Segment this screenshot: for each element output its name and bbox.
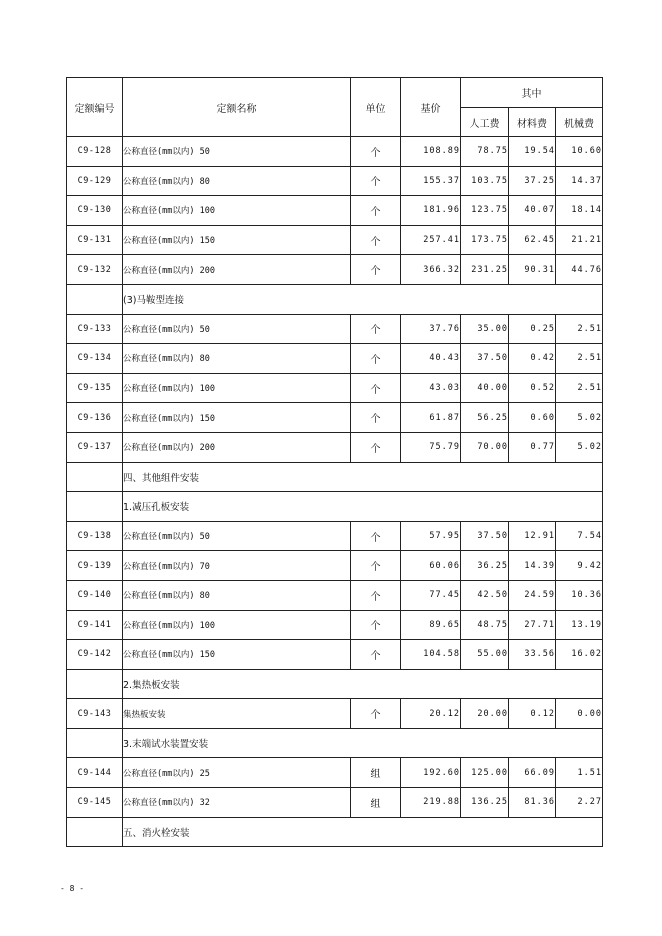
quota-code: C9-138: [67, 521, 123, 551]
machine-cost-cell: 0.00: [556, 699, 603, 729]
machine-cost-cell: 1.51: [556, 758, 603, 788]
unit-cell: 个: [351, 580, 401, 610]
quota-name: 公称直径(mm以内) 150: [123, 640, 351, 670]
machine-cost-cell: 21.21: [556, 225, 603, 255]
base-price-cell: 60.06: [401, 551, 461, 581]
unit-cell: 个: [351, 640, 401, 670]
header-code: 定额编号: [67, 78, 123, 137]
section-row: [67, 728, 603, 758]
material-cost-cell: 40.07: [509, 196, 556, 226]
section-title: 2.集热板安装: [123, 669, 603, 699]
base-price-cell: 192.60: [401, 758, 461, 788]
labor-cost-cell: 123.75: [461, 196, 509, 226]
empty-code-cell: [67, 492, 123, 522]
quota-name: 公称直径(mm以内) 100: [123, 196, 351, 226]
labor-cost-cell: 48.75: [461, 610, 509, 640]
unit-cell: 个: [351, 166, 401, 196]
quota-code: C9-144: [67, 758, 123, 788]
table-row: [67, 551, 603, 581]
table-row: [67, 137, 603, 167]
quota-code: C9-133: [67, 314, 123, 344]
table-row: [67, 640, 603, 670]
quota-code: C9-129: [67, 166, 123, 196]
quota-code: C9-145: [67, 788, 123, 818]
section-row: [67, 284, 603, 314]
machine-cost-cell: 2.27: [556, 788, 603, 818]
machine-cost-cell: 9.42: [556, 551, 603, 581]
labor-cost-cell: 40.00: [461, 373, 509, 403]
table-row: [67, 373, 603, 403]
unit-cell: 个: [351, 521, 401, 551]
quota-name: 公称直径(mm以内) 80: [123, 166, 351, 196]
section-row: [67, 817, 603, 847]
labor-cost-cell: 20.00: [461, 699, 509, 729]
labor-cost-cell: 42.50: [461, 580, 509, 610]
base-price-cell: 181.96: [401, 196, 461, 226]
table-row: [67, 196, 603, 226]
empty-code-cell: [67, 462, 123, 492]
labor-cost-cell: 136.25: [461, 788, 509, 818]
quota-table: [66, 77, 603, 847]
quota-name: 公称直径(mm以内) 32: [123, 788, 351, 818]
table-row: [67, 314, 603, 344]
labor-cost-cell: 55.00: [461, 640, 509, 670]
header-unit: 单位: [351, 78, 401, 137]
unit-cell: 个: [351, 314, 401, 344]
quota-name: 公称直径(mm以内) 80: [123, 580, 351, 610]
table-row: [67, 699, 603, 729]
machine-cost-cell: 16.02: [556, 640, 603, 670]
material-cost-cell: 0.77: [509, 432, 556, 462]
unit-cell: 个: [351, 344, 401, 374]
machine-cost-cell: 2.51: [556, 373, 603, 403]
unit-cell: 个: [351, 551, 401, 581]
base-price-cell: 40.43: [401, 344, 461, 374]
labor-cost-cell: 103.75: [461, 166, 509, 196]
material-cost-cell: 0.60: [509, 403, 556, 433]
labor-cost-cell: 173.75: [461, 225, 509, 255]
material-cost-cell: 0.52: [509, 373, 556, 403]
quota-code: C9-131: [67, 225, 123, 255]
base-price-cell: 366.32: [401, 255, 461, 285]
material-cost-cell: 19.54: [509, 137, 556, 167]
table-row: [67, 403, 603, 433]
unit-cell: 个: [351, 373, 401, 403]
machine-cost-cell: 44.76: [556, 255, 603, 285]
material-cost-cell: 66.09: [509, 758, 556, 788]
quota-name: 公称直径(mm以内) 80: [123, 344, 351, 374]
base-price-cell: 257.41: [401, 225, 461, 255]
table-row: [67, 166, 603, 196]
section-title: 四、其他组件安装: [123, 462, 603, 492]
base-price-cell: 108.89: [401, 137, 461, 167]
header-base-price: 基价: [401, 78, 461, 137]
empty-code-cell: [67, 817, 123, 847]
quota-name: 公称直径(mm以内) 50: [123, 314, 351, 344]
table-row: [67, 788, 603, 818]
header-material: 材料费: [509, 108, 556, 137]
material-cost-cell: 90.31: [509, 255, 556, 285]
section-title: 3.末端试水装置安装: [123, 728, 603, 758]
table-row: [67, 432, 603, 462]
base-price-cell: 104.58: [401, 640, 461, 670]
base-price-cell: 89.65: [401, 610, 461, 640]
table-row: [67, 521, 603, 551]
quota-code: C9-136: [67, 403, 123, 433]
base-price-cell: 57.95: [401, 521, 461, 551]
labor-cost-cell: 56.25: [461, 403, 509, 433]
material-cost-cell: 27.71: [509, 610, 556, 640]
base-price-cell: 75.79: [401, 432, 461, 462]
quota-code: C9-128: [67, 137, 123, 167]
table-row: [67, 580, 603, 610]
table-row: [67, 225, 603, 255]
base-price-cell: 219.88: [401, 788, 461, 818]
machine-cost-cell: 2.51: [556, 314, 603, 344]
material-cost-cell: 24.59: [509, 580, 556, 610]
quota-name: 公称直径(mm以内) 150: [123, 225, 351, 255]
unit-cell: 组: [351, 758, 401, 788]
empty-code-cell: [67, 669, 123, 699]
header-labor: 人工费: [461, 108, 509, 137]
quota-code: C9-137: [67, 432, 123, 462]
quota-code: C9-135: [67, 373, 123, 403]
labor-cost-cell: 125.00: [461, 758, 509, 788]
quota-code: C9-141: [67, 610, 123, 640]
header-name: 定额名称: [123, 78, 351, 137]
material-cost-cell: 0.25: [509, 314, 556, 344]
base-price-cell: 37.76: [401, 314, 461, 344]
quota-name: 公称直径(mm以内) 100: [123, 373, 351, 403]
machine-cost-cell: 13.19: [556, 610, 603, 640]
unit-cell: 个: [351, 196, 401, 226]
material-cost-cell: 62.45: [509, 225, 556, 255]
labor-cost-cell: 70.00: [461, 432, 509, 462]
material-cost-cell: 81.36: [509, 788, 556, 818]
quota-code: C9-142: [67, 640, 123, 670]
machine-cost-cell: 18.14: [556, 196, 603, 226]
section-title: (3)马鞍型连接: [123, 284, 603, 314]
unit-cell: 个: [351, 255, 401, 285]
quota-code: C9-139: [67, 551, 123, 581]
quota-name: 公称直径(mm以内) 70: [123, 551, 351, 581]
empty-code-cell: [67, 284, 123, 314]
quota-name: 公称直径(mm以内) 200: [123, 255, 351, 285]
header-machine: 机械费: [556, 108, 603, 137]
header-group: 其中: [461, 78, 603, 108]
table-row: [67, 255, 603, 285]
labor-cost-cell: 35.00: [461, 314, 509, 344]
section-title: 五、消火栓安装: [123, 817, 603, 847]
quota-code: C9-140: [67, 580, 123, 610]
machine-cost-cell: 2.51: [556, 344, 603, 374]
quota-name: 公称直径(mm以内) 50: [123, 137, 351, 167]
material-cost-cell: 0.42: [509, 344, 556, 374]
quota-code: C9-132: [67, 255, 123, 285]
unit-cell: 个: [351, 432, 401, 462]
machine-cost-cell: 10.60: [556, 137, 603, 167]
unit-cell: 个: [351, 225, 401, 255]
machine-cost-cell: 7.54: [556, 521, 603, 551]
machine-cost-cell: 5.02: [556, 432, 603, 462]
quota-code: C9-143: [67, 699, 123, 729]
section-row: [67, 462, 603, 492]
unit-cell: 组: [351, 788, 401, 818]
quota-name: 公称直径(mm以内) 50: [123, 521, 351, 551]
labor-cost-cell: 231.25: [461, 255, 509, 285]
base-price-cell: 43.03: [401, 373, 461, 403]
machine-cost-cell: 14.37: [556, 166, 603, 196]
quota-code: C9-130: [67, 196, 123, 226]
material-cost-cell: 37.25: [509, 166, 556, 196]
base-price-cell: 20.12: [401, 699, 461, 729]
table-row: [67, 758, 603, 788]
unit-cell: 个: [351, 610, 401, 640]
quota-name: 公称直径(mm以内) 200: [123, 432, 351, 462]
material-cost-cell: 12.91: [509, 521, 556, 551]
unit-cell: 个: [351, 699, 401, 729]
base-price-cell: 61.87: [401, 403, 461, 433]
labor-cost-cell: 37.50: [461, 344, 509, 374]
table-row: [67, 610, 603, 640]
material-cost-cell: 14.39: [509, 551, 556, 581]
page-number: - 8 -: [60, 884, 85, 893]
section-row: [67, 492, 603, 522]
material-cost-cell: 0.12: [509, 699, 556, 729]
machine-cost-cell: 10.36: [556, 580, 603, 610]
quota-code: C9-134: [67, 344, 123, 374]
unit-cell: 个: [351, 137, 401, 167]
table-row: [67, 344, 603, 374]
quota-name: 集热板安装: [123, 699, 351, 729]
quota-name: 公称直径(mm以内) 100: [123, 610, 351, 640]
quota-name: 公称直径(mm以内) 150: [123, 403, 351, 433]
material-cost-cell: 33.56: [509, 640, 556, 670]
quota-name: 公称直径(mm以内) 25: [123, 758, 351, 788]
empty-code-cell: [67, 728, 123, 758]
machine-cost-cell: 5.02: [556, 403, 603, 433]
table-body: [67, 137, 603, 847]
base-price-cell: 155.37: [401, 166, 461, 196]
section-title: 1.减压孔板安装: [123, 492, 603, 522]
unit-cell: 个: [351, 403, 401, 433]
labor-cost-cell: 37.50: [461, 521, 509, 551]
labor-cost-cell: 78.75: [461, 137, 509, 167]
labor-cost-cell: 36.25: [461, 551, 509, 581]
base-price-cell: 77.45: [401, 580, 461, 610]
section-row: [67, 669, 603, 699]
